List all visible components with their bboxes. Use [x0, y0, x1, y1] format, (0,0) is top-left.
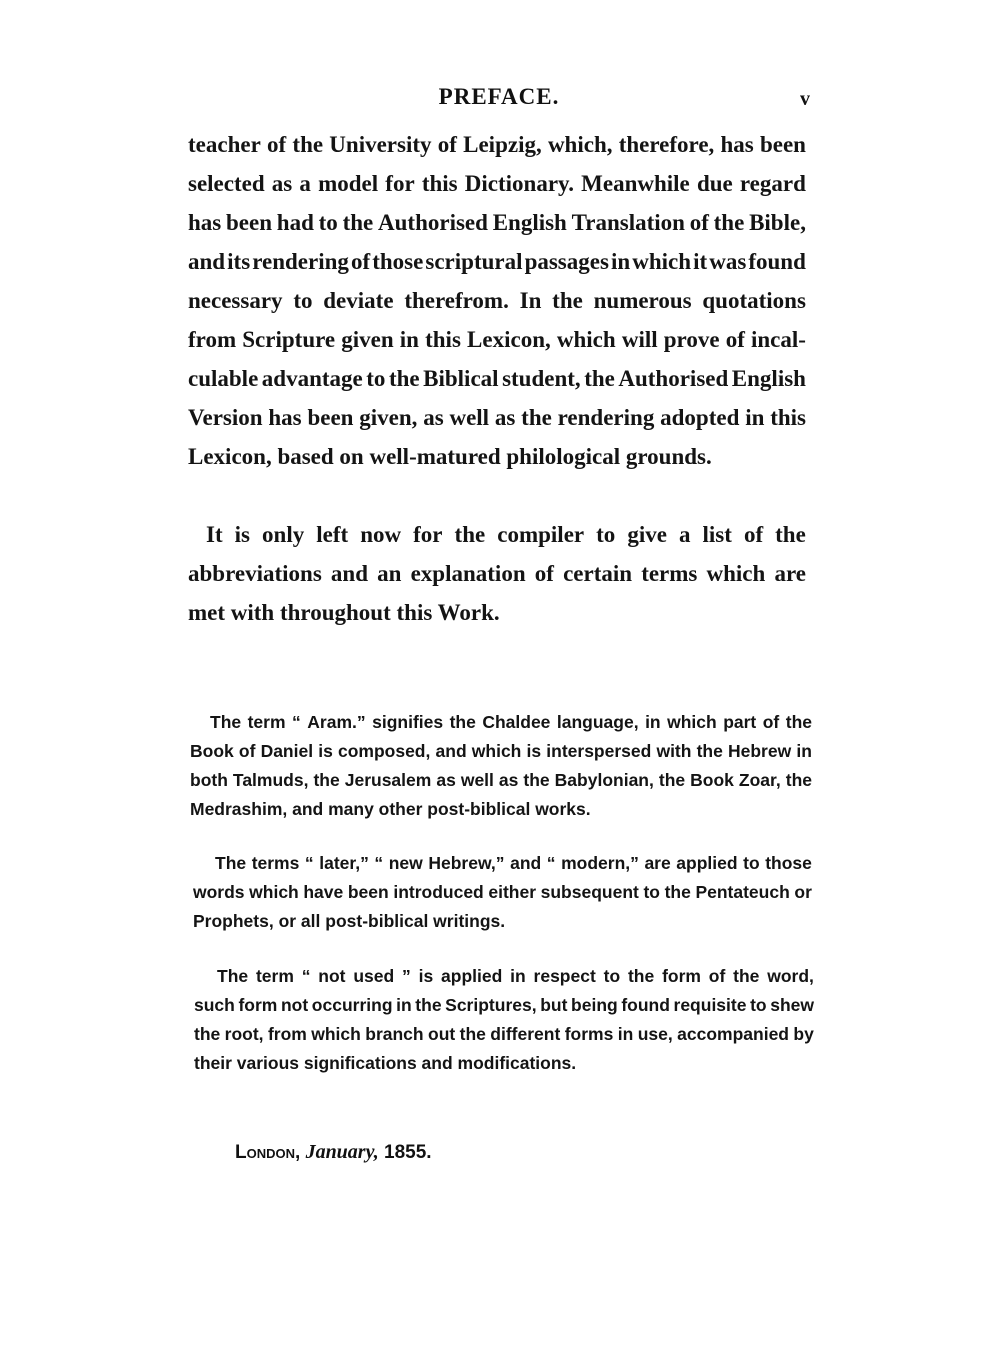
word: advantage — [261, 366, 363, 391]
word: Meanwhile — [581, 171, 690, 196]
word: teacher — [188, 132, 261, 157]
word: Hebrew — [727, 741, 792, 761]
word: Scriptures, — [445, 995, 537, 1015]
word: the — [342, 210, 374, 235]
word: prove — [663, 327, 720, 352]
word: left — [316, 522, 349, 547]
text-line — [188, 405, 806, 431]
word: shew — [770, 995, 814, 1015]
word: Babylonian, — [554, 770, 654, 790]
word: of — [762, 712, 780, 732]
word: “ — [292, 712, 301, 732]
word: forms — [564, 1024, 614, 1044]
word: Lexicon, — [467, 327, 551, 352]
word: Bible, — [749, 210, 806, 235]
word: which — [667, 712, 717, 732]
word: the — [415, 995, 442, 1015]
word: the — [713, 210, 745, 235]
word: which — [632, 249, 692, 274]
word: It — [206, 522, 223, 547]
word: Chaldee — [482, 712, 551, 732]
word: found — [621, 995, 670, 1015]
word: an — [377, 561, 402, 586]
word: well — [460, 770, 494, 790]
word: this — [421, 171, 458, 196]
word: Talmuds, — [232, 770, 309, 790]
word: new — [388, 853, 423, 873]
word: term — [255, 966, 294, 986]
word: therefore, — [618, 132, 715, 157]
word: has — [268, 405, 302, 430]
word: quotations — [702, 288, 806, 313]
word: in — [745, 405, 765, 430]
word: in — [396, 995, 412, 1015]
word: to — [293, 288, 313, 313]
word: Zoar, — [738, 770, 781, 790]
word: of — [689, 210, 709, 235]
word: the — [664, 882, 691, 902]
word: this — [770, 405, 806, 430]
word: the — [459, 1024, 486, 1044]
page-number: v — [800, 88, 810, 110]
word: to — [643, 882, 660, 902]
word: composed, — [337, 741, 431, 761]
word: Version — [188, 405, 263, 430]
text-line — [188, 288, 806, 314]
word: been — [347, 882, 389, 902]
word: a — [299, 171, 311, 196]
signature-year: 1855. — [384, 1142, 432, 1163]
note-line: Medrashim, and many other post-biblical works. — [190, 799, 591, 819]
word: well — [449, 405, 490, 430]
word: of — [437, 132, 457, 157]
word: deviate — [323, 288, 394, 313]
word: the — [785, 770, 812, 790]
word: “ — [301, 966, 311, 986]
word: as — [271, 171, 293, 196]
word: is — [318, 741, 333, 761]
running-head — [188, 84, 810, 114]
note-line: their various significations and modifications. — [194, 1053, 577, 1073]
word: as — [498, 770, 519, 790]
word: the — [194, 1024, 221, 1044]
word: and — [510, 853, 542, 873]
note-line — [217, 966, 814, 987]
word: has — [720, 132, 754, 157]
word: in — [617, 1024, 634, 1044]
note-line — [210, 712, 812, 733]
word: been — [226, 210, 273, 235]
word: due — [696, 171, 733, 196]
word: use, — [637, 1024, 673, 1044]
page-title: PREFACE. — [438, 84, 560, 109]
word: are — [644, 853, 671, 873]
text-line — [188, 327, 806, 353]
signature-city: London, — [235, 1142, 301, 1163]
note-line — [193, 882, 812, 903]
word: regard — [739, 171, 806, 196]
word: given — [341, 327, 394, 352]
word: which — [471, 741, 522, 761]
word: therefrom. — [404, 288, 509, 313]
word: Scripture — [242, 327, 336, 352]
word: as — [494, 405, 516, 430]
word: of — [708, 966, 726, 986]
text-line — [188, 249, 806, 275]
text-line — [188, 366, 806, 392]
word: form — [238, 995, 278, 1015]
word: only — [262, 522, 305, 547]
word: the — [785, 712, 812, 732]
word: to — [603, 966, 621, 986]
word: both — [190, 770, 228, 790]
word: in — [610, 249, 631, 274]
word: Translation — [571, 210, 685, 235]
text-line — [188, 171, 806, 197]
word: rendering — [252, 249, 349, 274]
word: out — [428, 1024, 456, 1044]
word: by — [793, 1024, 814, 1044]
word: signifies — [372, 712, 444, 732]
word: explanation — [410, 561, 526, 586]
word: in — [796, 741, 812, 761]
word: or — [794, 882, 812, 902]
word: Dictionary. — [464, 171, 575, 196]
word: terms — [251, 853, 300, 873]
word: of — [534, 561, 554, 586]
word: the — [658, 770, 686, 790]
text-line — [206, 522, 806, 548]
word: has — [188, 210, 222, 235]
text-line — [188, 132, 806, 158]
word: to — [743, 853, 760, 873]
word: later,” — [319, 853, 369, 873]
text-line: Lexicon, based on well-matured philological grounds. — [188, 444, 712, 469]
word: to — [596, 522, 616, 547]
word: necessary — [188, 288, 283, 313]
word: of — [238, 741, 256, 761]
word: those — [765, 853, 812, 873]
word: and — [188, 249, 226, 274]
word: not — [318, 966, 346, 986]
word: but — [540, 995, 568, 1015]
word: the — [552, 288, 583, 313]
word: given, — [359, 405, 418, 430]
word: which — [311, 1024, 361, 1044]
word: the — [627, 966, 655, 986]
word: University — [329, 132, 432, 157]
text-line — [188, 210, 806, 236]
word: have — [303, 882, 344, 902]
word: the — [313, 770, 340, 790]
word: Daniel — [260, 741, 314, 761]
word: is — [418, 966, 434, 986]
note-line: Prophets, or all post-biblical writings. — [193, 911, 506, 931]
word: part — [723, 712, 757, 732]
word: ” — [402, 966, 411, 986]
word: numerous — [593, 288, 692, 313]
word: it — [693, 249, 708, 274]
text-line: met with throughout this Work. — [188, 600, 500, 625]
word: “ — [304, 853, 314, 873]
word: modern,” — [561, 853, 639, 873]
word: the — [388, 366, 420, 391]
note-line — [190, 741, 812, 762]
word: the — [292, 132, 324, 157]
word: being — [571, 995, 618, 1015]
word: list — [702, 522, 732, 547]
word: to — [318, 210, 338, 235]
word: applied — [441, 966, 503, 986]
word: are — [774, 561, 806, 586]
note-line — [194, 995, 814, 1016]
word: words — [193, 882, 245, 902]
word: adopted — [660, 405, 740, 430]
word: found — [748, 249, 806, 274]
word: Leipzig, — [463, 132, 542, 157]
word: the — [523, 770, 550, 790]
word: in — [399, 327, 419, 352]
word: to — [750, 995, 767, 1015]
word: for — [413, 522, 443, 547]
word: model — [318, 171, 379, 196]
word: introduced — [393, 882, 484, 902]
word: Aram.” — [307, 712, 366, 732]
word: term — [247, 712, 286, 732]
word: word, — [767, 966, 814, 986]
word: the — [733, 966, 760, 986]
word: respect — [533, 966, 596, 986]
word: Jerusalem — [344, 770, 432, 790]
word: compiler — [497, 522, 585, 547]
word: been — [307, 405, 354, 430]
word: will — [621, 327, 658, 352]
word: “ — [546, 853, 556, 873]
word: the — [521, 405, 552, 430]
word: certain — [563, 561, 633, 586]
signature-month: January, — [305, 1141, 379, 1163]
word: Biblical — [423, 366, 499, 391]
word: had — [276, 210, 314, 235]
word: English — [731, 366, 806, 391]
word: from — [267, 1024, 307, 1044]
word: incal- — [751, 327, 806, 352]
word: passages — [524, 249, 609, 274]
signature-line — [235, 1141, 432, 1164]
word: of — [267, 132, 287, 157]
word: as — [423, 405, 444, 430]
word: the — [449, 712, 476, 732]
word: Book — [690, 770, 734, 790]
word: and — [330, 561, 369, 586]
word: selected — [188, 171, 265, 196]
word: requisite — [673, 995, 747, 1015]
word: rendering — [557, 405, 655, 430]
word: of — [350, 249, 371, 274]
word: In — [519, 288, 542, 313]
word: form — [662, 966, 701, 986]
word: The — [217, 966, 249, 986]
word: such — [194, 995, 235, 1015]
word: branch — [365, 1024, 424, 1044]
word: which, — [547, 132, 613, 157]
note-line — [215, 853, 812, 874]
word: this — [425, 327, 461, 352]
word: occurring — [311, 995, 393, 1015]
word: of — [743, 522, 764, 547]
word: of — [725, 327, 745, 352]
word: abbreviations — [188, 561, 322, 586]
text-line — [188, 561, 806, 587]
word: the — [454, 522, 486, 547]
word: for — [385, 171, 415, 196]
word: Book — [190, 741, 234, 761]
word: used — [353, 966, 395, 986]
word: Pentateuch — [695, 882, 790, 902]
word: the — [584, 366, 615, 391]
word: subsequent — [540, 882, 639, 902]
word: was — [709, 249, 747, 274]
word: Authorised — [618, 366, 729, 391]
word: which — [556, 327, 616, 352]
word: in — [510, 966, 526, 986]
word: “ — [374, 853, 384, 873]
word: culable — [188, 366, 259, 391]
word: interspersed — [546, 741, 652, 761]
word: Authorised — [378, 210, 488, 235]
note-line — [194, 1024, 814, 1045]
word: root, — [224, 1024, 264, 1044]
word: applied — [676, 853, 738, 873]
word: language, — [556, 712, 639, 732]
word: The — [215, 853, 247, 873]
word: terms — [641, 561, 698, 586]
word: accompanied — [677, 1024, 789, 1044]
word: student, — [502, 366, 581, 391]
word: the — [775, 522, 806, 547]
word: the — [696, 741, 723, 761]
word: English — [492, 210, 567, 235]
word: which — [706, 561, 766, 586]
word: which — [249, 882, 299, 902]
note-line — [190, 770, 812, 791]
word: been — [759, 132, 806, 157]
word: from — [188, 327, 237, 352]
word: to — [366, 366, 386, 391]
word: scriptural — [425, 249, 523, 274]
word: now — [360, 522, 402, 547]
word: with — [656, 741, 692, 761]
word: is — [234, 522, 250, 547]
word: and — [435, 741, 467, 761]
word: give — [627, 522, 667, 547]
word: in — [645, 712, 661, 732]
word: as — [436, 770, 456, 790]
word: The — [210, 712, 242, 732]
word: a — [678, 522, 691, 547]
word: is — [526, 741, 542, 761]
word: Hebrew,” — [428, 853, 505, 873]
word: not — [280, 995, 309, 1015]
word: either — [488, 882, 537, 902]
word: its — [227, 249, 251, 274]
word: different — [490, 1024, 561, 1044]
word: those — [372, 249, 424, 274]
